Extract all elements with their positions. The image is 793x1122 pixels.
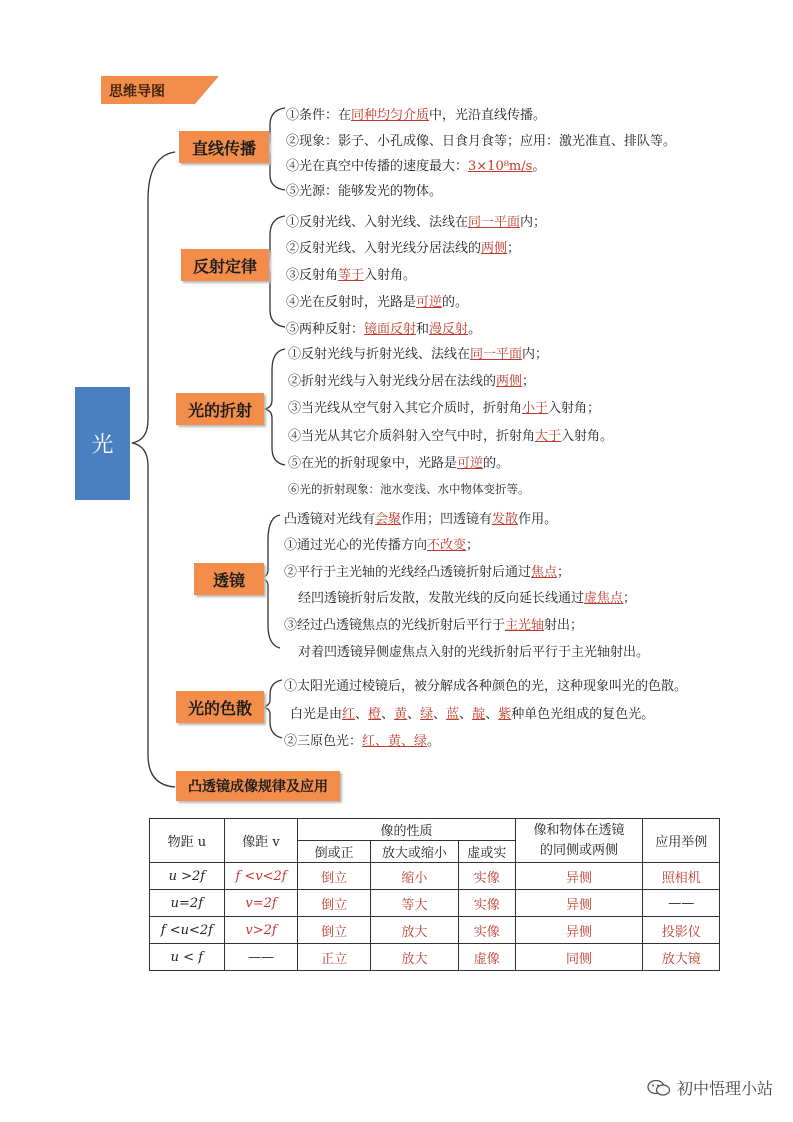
straight-line-4: ⑤光源：能够发光的物体。: [286, 184, 443, 199]
color-blue: 蓝: [446, 707, 460, 722]
watermark-text: 初中悟理小站: [676, 1079, 773, 1098]
color-indigo: 靛: [472, 707, 486, 722]
topic-reflection-label: 反射定律: [192, 256, 257, 276]
refraction-line-1: ①反射光线与折射光线、法线在同一平面内；: [288, 347, 549, 362]
lens-line-1: 凸透镜对光线有会聚作用；凹透镜有发散作用。: [284, 512, 558, 527]
keyword: 主光轴: [505, 618, 545, 633]
keyword: 同一平面: [468, 215, 521, 230]
topic-straight-label: 直线传播: [191, 138, 256, 158]
topic-refraction: [176, 393, 264, 425]
refraction-line-4: ④当光从其它介质斜射入空气中时，折射角大于入射角。: [288, 429, 614, 444]
keyword: 可逆: [416, 295, 443, 310]
topic-lens: [194, 563, 264, 595]
keyword: 两侧: [496, 374, 523, 389]
reflection-line-3: ③反射角等于入射角。: [286, 268, 417, 283]
keyword: 会聚: [375, 512, 402, 527]
topic-reflection-law: [181, 249, 269, 281]
lens-line-5: ③经过凸透镜焦点的光线折射后平行于主光轴射出；: [284, 618, 584, 633]
dispersion-line-3: ②三原色光：红、黄、绿。: [284, 734, 441, 749]
dispersion-line-2: 白光是由红、橙、黄、绿、蓝、靛、紫种单色光组成的复色光。: [290, 707, 655, 722]
convex-lens-imaging-table: [149, 818, 720, 971]
root-label: 光: [91, 433, 114, 458]
header-image-nature: 像的性质: [298, 819, 515, 841]
lens-line-3: ②平行于主光轴的光线经凸透镜折射后通过焦点；: [284, 565, 571, 580]
header-side: 像和物体在透镜 的同侧或两侧: [515, 819, 643, 863]
topic-dispersion: [176, 691, 264, 723]
topic-convex-imaging: [176, 771, 340, 801]
straight-line-2: ②现象：影子、小孔成像、日食月食等；应用：激光准直、排队等。: [286, 134, 677, 149]
straight-line-3: ④光在真空中传播的速度最大：3×10⁸m/s。: [286, 159, 546, 174]
topic-lens-label: 透镜: [212, 570, 245, 590]
keyword: 大于: [535, 429, 562, 444]
dispersion-line-1: ①太阳光通过棱镜后，被分解成各种颜色的光，这种现象叫光的色散。: [284, 679, 688, 694]
table-row: u < f —— 正立 放大 虚像 同侧 放大镜: [150, 944, 720, 971]
subheader-real-virtual: 虚或实: [459, 841, 516, 863]
reflection-line-1: ①反射光线、入射光线、法线在同一平面内；: [286, 215, 547, 230]
table-row: u >2f f <v<2f 倒立 缩小 实像 异侧 照相机: [150, 863, 720, 890]
page-title: 思维导图: [109, 84, 165, 100]
keyword: 两侧: [481, 241, 508, 256]
header-application: 应用举例: [643, 819, 720, 863]
refraction-line-2: ②折射光线与入射光线分居在法线的两侧；: [288, 374, 536, 389]
keyword: 不改变: [427, 538, 467, 553]
keyword: 焦点: [531, 565, 558, 580]
watermark: [647, 1076, 773, 1099]
lens-line-4: 经凹透镜折射后发散，发散光线的反向延长线通过虚焦点；: [298, 591, 637, 606]
subheader-orientation: 倒或正: [298, 841, 370, 863]
keyword: 可逆: [457, 456, 484, 471]
wechat-icon: [647, 1079, 671, 1097]
reflection-line-4: ④光在反射时，光路是可逆的。: [286, 295, 469, 310]
table-row: f <u<2f v>2f 倒立 放大 实像 异侧 投影仪: [150, 917, 720, 944]
refraction-line-3: ③当光线从空气射入其它介质时，折射角小于入射角；: [288, 401, 601, 416]
topic-straight-propagation: [179, 131, 269, 163]
header-image-distance: 像距 v: [224, 819, 298, 863]
keyword: 虚焦点: [584, 591, 624, 606]
topic-dispersion-label: 光的色散: [187, 698, 252, 718]
keyword: 镜面反射: [364, 322, 417, 337]
keyword: 同一平面: [470, 347, 523, 362]
lens-line-6: 对着凹透镜异侧虚焦点入射的光线折射后平行于主光轴射出。: [298, 645, 650, 660]
straight-line-1: ①条件：在同种均匀介质中，光沿直线传播。: [286, 108, 547, 123]
topic-refraction-label: 光的折射: [187, 400, 252, 420]
keyword: 发散: [492, 512, 519, 527]
keyword: 小于: [522, 401, 549, 416]
header-object-distance: 物距 u: [150, 819, 225, 863]
keyword: 红、黄、绿: [362, 734, 428, 749]
color-violet: 紫: [498, 707, 512, 722]
color-green: 绿: [420, 707, 434, 722]
keyword: 漫反射: [429, 322, 469, 337]
refraction-line-5: ⑤在光的折射现象中，光路是可逆的。: [288, 456, 510, 471]
topic-convex-label: 凸透镜成像规律及应用: [188, 779, 328, 795]
lens-line-2: ①通过光心的光传播方向不改变；: [284, 538, 480, 553]
color-yellow: 黄: [394, 707, 408, 722]
refraction-line-6: ⑥光的折射现象：池水变浅、水中物体变折等。: [288, 482, 530, 496]
color-red: 红: [342, 707, 356, 722]
keyword: 3×10⁸m/s: [468, 159, 533, 174]
keyword: 同种均匀介质: [351, 108, 430, 123]
table-row: u=2f v=2f 倒立 等大 实像 异侧 ——: [150, 890, 720, 917]
reflection-line-5: ⑤两种反射：镜面反射和漫反射。: [286, 322, 482, 337]
color-orange: 橙: [368, 707, 382, 722]
subheader-size: 放大或缩小: [370, 841, 458, 863]
keyword: 等于: [338, 268, 365, 283]
reflection-line-2: ②反射光线、入射光线分居法线的两侧；: [286, 241, 521, 256]
